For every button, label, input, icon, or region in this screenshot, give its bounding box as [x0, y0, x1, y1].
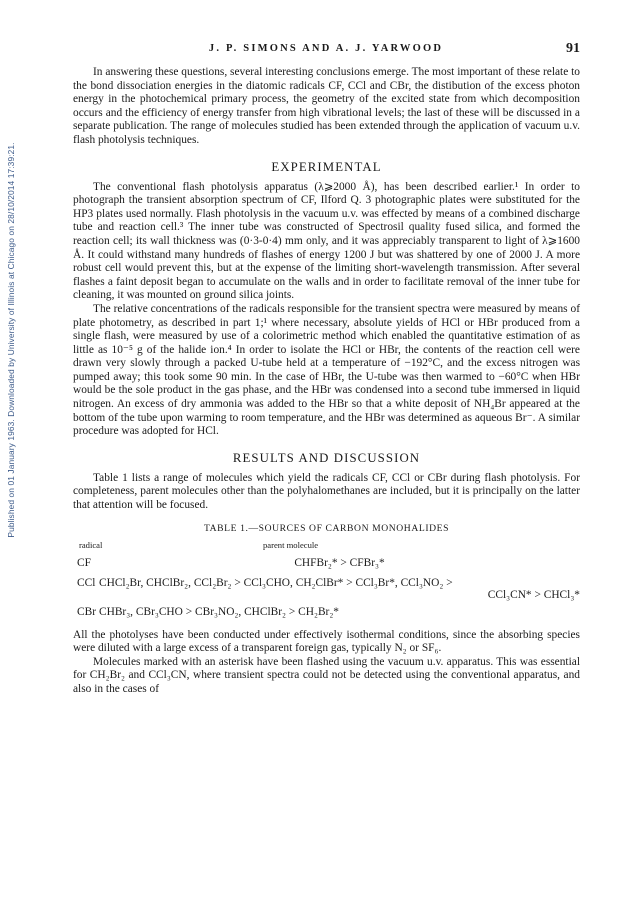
- experimental-paragraph-2: The relative concentrations of the radicals responsible for the transient spectra were measured by means of plate photometry, as described in part 1;¹ where necessary, absolute yields of HCl or HBr produced from a single flash, were measured by use of a colorimetric method which enabled the quantitative estimation of as little as 10⁻⁵ g of the halide ion.⁴ In order to isolate the HCl or HBr, the contents of the reaction cell were drawn very slowly through a packed U-tube held at a temperature of −192°C, and the excess nitrogen was pumped away; this took some 90 min. In the case of HBr, the U-tube was then warmed to −60°C when HBr would be the sole product in the gas phase, and the HBr was condensed into a second tube immersed in liquid nitrogen. An excess of dry ammonia was added to the HBr so that a white deposit of NH₄Br appeared at the bottom of the tube upon warming to room temperature, and the HBr was determined as aqueous Br⁻. A similar procedure was adopted for HCl.: [73, 302, 580, 438]
- section-heading-results: RESULTS AND DISCUSSION: [232, 450, 421, 465]
- table-row: [73, 606, 580, 621]
- table-cell-parent: CHFBr₂* > CFBr₃*: [294, 556, 385, 569]
- table-cell-parent: CHBr₃, CBr₃CHO > CBr₃NO₂, CHClBr₂ > CH₂Br₂*: [99, 605, 340, 618]
- running-head: J. P. SIMONS AND A. J. YARWOOD: [208, 43, 444, 54]
- table-header-parent: parent molecule: [263, 539, 319, 550]
- section-heading-experimental: EXPERIMENTAL: [271, 159, 382, 174]
- table-row: [73, 557, 580, 572]
- download-watermark-text: Published on 01 January 1963. Downloaded by University of Illinois at Chicago on 28/10/2014 17:39:21.: [6, 142, 16, 538]
- table-cell-parent: CHCl₂Br, CHClBr₂, CCl₂Br₂ > CCl₃CHO, CH₂ClBr* > CCl₃Br*, CCl₃NO₂ >: [99, 576, 453, 589]
- results-paragraph-3: Molecules marked with an asterisk have been flashed using the vacuum u.v. apparatus. This was essential for CH₂Br₂ and CCl₃CN, where transient spectra could not be detected using the conventional apparatus, and also in the cases of: [73, 655, 580, 695]
- article-body: [73, 66, 580, 697]
- experimental-paragraph-1: The conventional flash photolysis apparatus (λ⩾2000 Å), has been described earlier.¹ In order to photograph the transient absorption spectrum of CF, Ilford Q. 3 photographic plates were substituted for the HP3 plates used normally. Flash photolysis in the vacuum u.v. was effected by means of a combined discharge tube and reaction cell.³ The inner tube was constructed of Spectrosil quality fused silica, and formed the reaction cell; its wall thickness was (0·3-0·4) mm only, and it was appreciably transparent to light of λ⩾1600 Å. It could withstand many hundreds of flashes of energy 1200 J but was shattered by one of 2000 J. A more robust cell would prevent this, but at the expense of the limiting short-wavelength transmission. After several flashes a faint deposit began to accumulate on the walls and in order to facilitate removal of the inner tube for cleaning, it was mounted on ground silica joints.: [73, 180, 580, 302]
- table-cell-parent-continued: CCl₃CN* > CHCl₃*: [487, 588, 580, 601]
- page-header: [72, 41, 580, 57]
- table-cell-radical: CBr: [77, 605, 96, 618]
- table-caption: TABLE 1.—SOURCES OF CARBON MONOHALIDES: [203, 522, 450, 534]
- table-header-row: [73, 540, 580, 552]
- download-watermark: [4, 95, 18, 585]
- results-paragraph-2: All the photolyses have been conducted under effectively isothermal conditions, since the absorbing species were diluted with a large excess of a transparent foreign gas, typically N₂ or SF₆.: [73, 628, 580, 655]
- page-number: 91: [566, 41, 580, 56]
- results-paragraph-1: Table 1 lists a range of molecules which yield the radicals CF, CCl or CBr during flash photolysis. For completeness, parent molecules other than the polyhalomethanes are included, but it is principally on the latter that attention will be focused.: [73, 471, 580, 512]
- table-cell-radical: CCl: [77, 576, 96, 589]
- table-1: [73, 523, 580, 629]
- intro-paragraph: In answering these questions, several interesting conclusions emerge. The most important of these relate to the bond dissociation energies in the diatomic radicals CF, CCl and CBr, the distibution of the excess photon energy in the photochemical primary process, the geometry of the excited state from which decomposition occurs and the efficiency of energy transfer from high vibrational levels; the last of these will be discussed in a separate publication. The range of molecules studied has been extended through the application of vacuum u.v. flash photolysis techniques.: [73, 66, 580, 146]
- table-header-radical: radical: [79, 539, 103, 550]
- table-cell-radical: CF: [77, 556, 91, 569]
- table-row: [73, 577, 580, 601]
